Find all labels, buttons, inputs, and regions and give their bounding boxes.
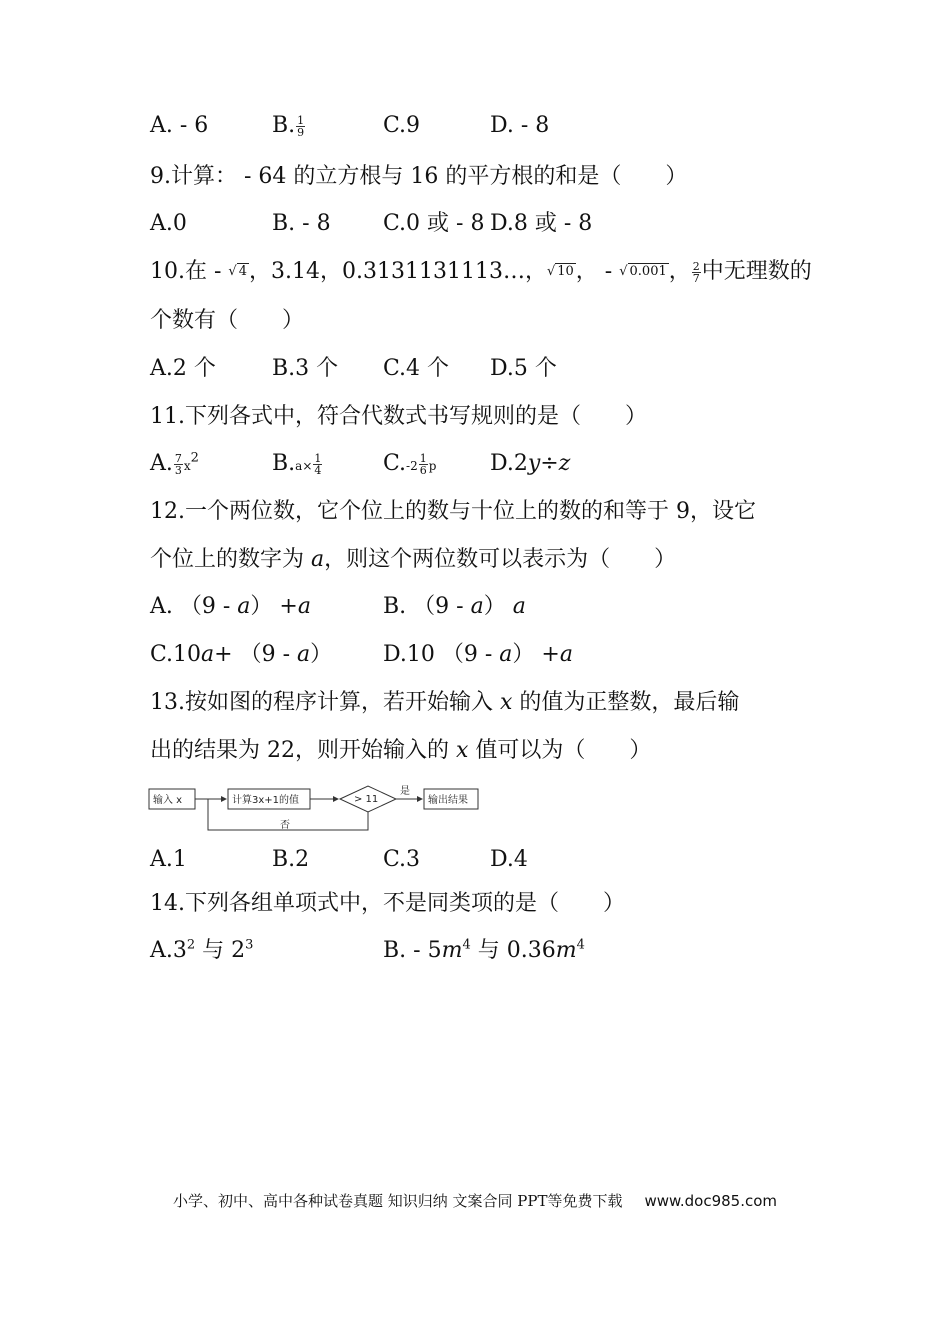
q12-stem-cont: 个位上的数字为 a，则这个两位数可以表示为（ ）: [150, 547, 677, 572]
page-footer: [0, 1190, 950, 1211]
q12-option-c: C.10a+ （9 - a）: [150, 642, 333, 667]
flow-yes-label: 是: [400, 786, 410, 797]
q10-option-c: C.4 个: [383, 356, 450, 381]
q14-option-a: $A.3^2$ 与 $2^3$: [150, 937, 254, 963]
q9-option-a: A.0: [150, 211, 187, 236]
q8-option-b: B. $\frac{1}{9}$: [272, 113, 305, 139]
q12-option-a: A. （9 - a） +a: [150, 594, 311, 619]
sqrt-4: √ 4: [228, 264, 247, 279]
fraction-2-7: $\frac{2}{7}$: [692, 259, 700, 285]
flow-input-label: 输入 x: [153, 795, 183, 806]
q9-option-d: D.8 或 - 8: [490, 211, 593, 236]
q10-option-d: D.5 个: [490, 356, 557, 381]
q14-option-b: B. - $5m^4$ 与 $0.36m^4$: [383, 937, 585, 963]
q12-option-d: D.10 （9 - a） +a: [383, 642, 573, 667]
footer-site-link[interactable]: www.doc985.com: [644, 1192, 778, 1210]
flow-compute-label: 计算3x+1的值: [232, 795, 300, 806]
q11-stem: 11.下列各式中，符合代数式书写规则的是（ ）: [150, 404, 647, 429]
sqrt-10: √ 10: [546, 264, 574, 279]
program-flowchart: [148, 782, 488, 838]
q9-option-b: B. - 8: [272, 211, 331, 236]
q12-option-b: B. （9 - a） a: [383, 594, 526, 619]
flow-output-label: 输出结果: [428, 795, 468, 806]
q12-stem: 12.一个两位数，它个位上的数与十位上的数的和等于 9，设它: [150, 499, 756, 524]
q13-stem: 13.按如图的程序计算，若开始输入 x 的值为正整数，最后输: [150, 690, 740, 715]
q10-stem-cont: 个数有（ ）: [150, 308, 305, 333]
q11-option-b: B.a× $\frac{1}{4}$: [272, 451, 322, 477]
flow-condition-label: > 11: [354, 794, 379, 805]
q11-option-a: A. $\frac{7}{3}$ $x^2$: [150, 450, 199, 477]
q10-option-a: A.2 个: [150, 356, 216, 381]
q9-option-c: C.0 或 - 8: [383, 211, 485, 236]
q10-option-b: B.3 个: [272, 356, 339, 381]
q13-option-b: B.2: [272, 847, 310, 872]
flow-no-label: 否: [280, 820, 290, 831]
q8-option-d: D. - 8: [490, 113, 550, 138]
q11-option-d: D.2y÷z: [490, 451, 571, 476]
q13-option-d: D.4: [490, 847, 528, 872]
q11-option-c: C.-2 $\frac{1}{6}$ p: [383, 451, 437, 477]
q13-option-a: A.1: [150, 847, 187, 872]
q8-option-c: C.9: [383, 113, 421, 138]
q13-stem-cont: 出的结果为 22，则开始输入的 x 值可以为（ ）: [150, 738, 652, 763]
q13-option-c: C.3: [383, 847, 421, 872]
footer-text: 小学、初中、高中各种试卷真题 知识归纳 文案合同 PPT等免费下载: [172, 1192, 623, 1210]
q9-stem: 9.计算： - 64 的立方根与 16 的平方根的和是（ ）: [150, 164, 688, 189]
sqrt-0001: √ 0.001: [619, 264, 667, 279]
q14-stem: 14.下列各组单项式中，不是同类项的是（ ）: [150, 891, 625, 916]
q10-stem: 10.在 - √ 4，3.14，0.3131131113…，√ 10， - √ 0.001， $\frac{2}{7}$ 中无理数的: [150, 254, 812, 290]
q8-option-a: A. - 6: [150, 113, 209, 138]
